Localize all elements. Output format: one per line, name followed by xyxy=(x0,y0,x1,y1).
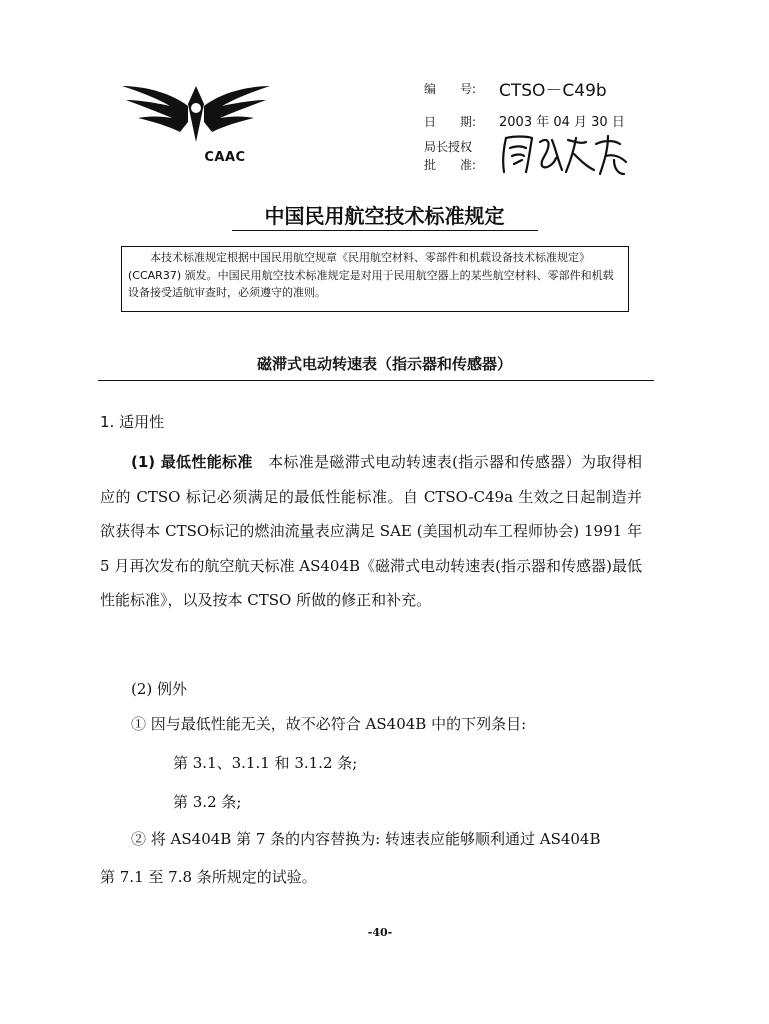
notice-text: 本技术标准规定根据中国民用航空规章《民用航空材料、零部件和机载设备技术标准规定》(CCAR37) 颁发。中国民用航空技术标准规定是对用于民用航空器上的某些航空材料、零部件和机载设备接受适航审查时，必须遵守的准则。 xyxy=(128,251,614,299)
item-1-paragraph xyxy=(100,445,642,618)
page-number: -40- xyxy=(367,926,393,939)
document-subtitle: 磁滞式电动转速表（指示器和传感器） xyxy=(256,355,512,373)
caac-wings-icon xyxy=(120,78,272,148)
item-2-sub-2-line-1: ② 将 AS404B 第 7 条的内容替换为: 转速表应能够顺利通过 AS404B xyxy=(131,830,601,848)
document-number: CTSO－C49b xyxy=(499,81,607,101)
page-title: 中国民用航空技术标准规定 xyxy=(264,204,505,228)
item-2-sub-2-line-2: 第 7.1 至 7.8 条所规定的试验。 xyxy=(100,868,317,886)
handwritten-signature xyxy=(496,130,636,180)
item-1-text: 本标准是磁滞式电动转速表(指示器和传感器）为取得相应的 CTSO 标记必须满足的最低性能标准。自 CTSO-C49a 生效之日起制造并欲获得本 CTSO标记的燃油流量表应满足 SAE (美国机动车工程师协会) 1991 年 5 月再次发布的航空航天标准 AS404B《磁滞式电动转速表(指示器和传感器)最低性能标准》，以及按本 CTSO 所做的修正和补充。 xyxy=(100,453,642,610)
signature-icon xyxy=(496,130,636,180)
logo-text: CAAC xyxy=(204,150,246,165)
item-2-lead: (2) 例外 xyxy=(131,680,188,698)
title-underline xyxy=(232,230,538,231)
approval-label-line-1: 局长授权 xyxy=(424,140,473,154)
approval-label-line-2: 批 准: xyxy=(424,158,477,172)
date-label: 日 期: xyxy=(424,115,477,129)
notice-box xyxy=(121,246,629,312)
section-heading: 1. 适用性 xyxy=(100,413,165,431)
document-date: 2003 年 04 月 30 日 xyxy=(499,115,625,130)
caac-logo xyxy=(120,78,272,148)
item-2-list-1: 第 3.1、3.1.1 和 3.1.2 条; xyxy=(173,754,358,772)
item-2-list-2: 第 3.2 条; xyxy=(173,793,242,811)
section-divider xyxy=(98,380,654,381)
item-2-sub-1: ① 因与最低性能无关，故不必符合 AS404B 中的下列条目: xyxy=(131,715,527,733)
item-1-lead: (1) 最低性能标准 xyxy=(131,453,253,471)
number-label: 编 号: xyxy=(424,82,477,96)
